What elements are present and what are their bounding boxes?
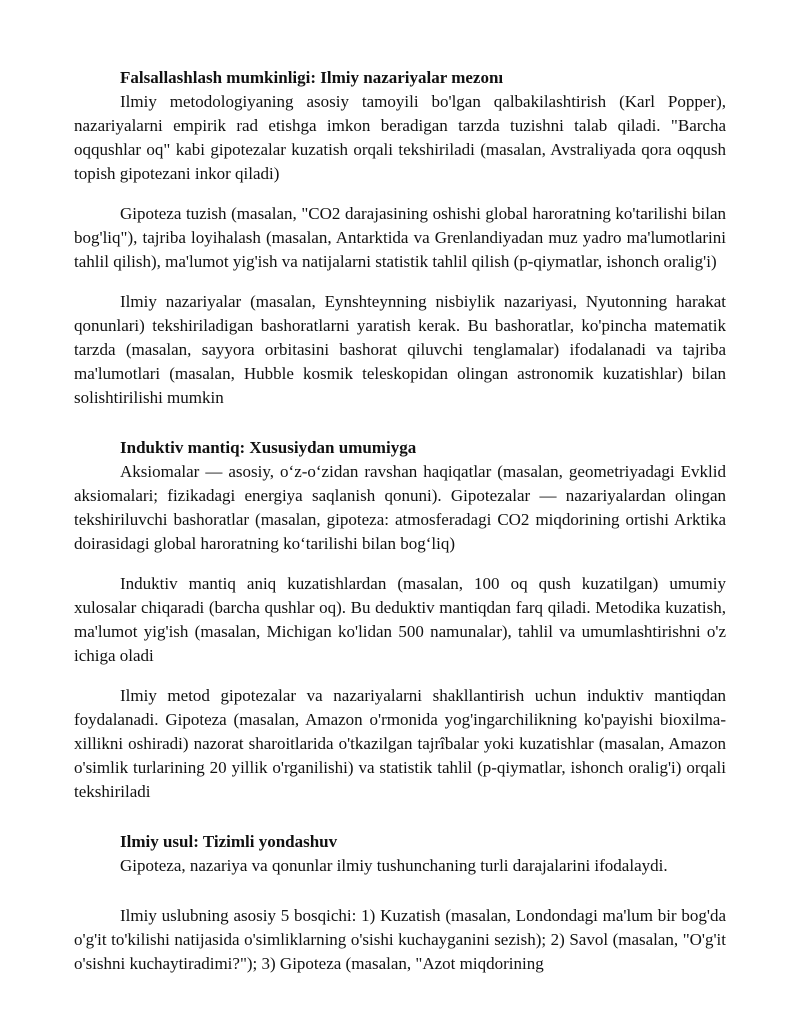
paragraph: Ilmiy metodologiyaning asosiy tamoyili bo'lgan qalbakilashtirish (Karl Popper), nazariyalarni empirik rad etishga imkon beradigan tarzda tuzishni talab qiladi. "Barcha oqqushlar oq" kabi gipotezalar kuzatish orqali tekshiriladi (masalan, Avstraliyada qora oqqush topish gipotezani inkor qiladi) — [74, 92, 726, 183]
section-heading: Ilmiy usul: Tizimli yondashuv — [120, 832, 338, 851]
section-heading: Falsallashlash mumkinligi: Ilmiy nazariyalar mezonı — [120, 68, 504, 87]
paragraph: Ilmiy uslubning asosiy 5 bosqichi: 1) Kuzatish (masalan, Londondagi ma'lum bir bog'da o'g'it to'kilishi natijasida o'simliklarning o'sishi kuchayganini sezish); 2) Savol (masalan, "O'g'it o'sishni kuchaytiradimi?"); 3) Gipoteza (masalan, "Azot miqdorining — [74, 906, 726, 973]
section-scientific-method — [74, 830, 726, 976]
paragraph: Gipoteza, nazariya va qonunlar ilmiy tushunchaning turli darajalarini ifodalaydi. — [120, 856, 668, 875]
section-falsifiability — [74, 66, 726, 410]
paragraph: Ilmiy metod gipotezalar va nazariyalarni shakllantirish uchun induktiv mantiqdan foydalanadi. Gipoteza (masalan, Amazon o'rmonida yog'ingarchilikning ko'payishi bioxilma-xillikni oshiradi) nazorat sharoitlarida o'tkazilgan tajrîbalar yoki kuzatishlar (masalan, Amazon o'simlik turlarining 20 yillik o'rganilishi) va statistik tahlil (p-qiymatlar, ishonch oralig'i) orqali tekshiriladi — [74, 686, 726, 801]
paragraph: Ilmiy nazariyalar (masalan, Eynshteynning nisbiylik nazariyasi, Nyutonning harakat qonunlari) tekshiriladigan bashoratlarni yaratish kerak. Bu bashoratlar, ko'pincha matematik tarzda (masalan, sayyora orbitasini bashorat qiluvchi tenglamalar) ifodalanadi va tajriba ma'lumotlari (masalan, Hubble kosmik teleskopidan olingan astronomik kuzatishlar) bilan solishtirilishi mumkin — [74, 292, 726, 407]
document-page — [74, 66, 726, 976]
section-inductive-logic — [74, 436, 726, 804]
paragraph: Gipoteza tuzish (masalan, "CO2 darajasining oshishi global haroratning ko'tarilishi bilan bog'liq"), tajriba loyihalash (masalan, Antarktida va Grenlandiyadan muz yadro ma'lumotlarini tahlil qilish), ma'lumot yig'ish va natijalarni statistik tahlil qilish (p-qiymatlar, ishonch oralig'i) — [74, 204, 726, 271]
section-heading: Induktiv mantiq: Xususiydan umumiyga — [120, 438, 417, 457]
paragraph: Induktiv mantiq aniq kuzatishlardan (masalan, 100 oq qush kuzatilgan) umumiy xulosalar chiqaradi (barcha qushlar oq). Bu deduktiv mantiqdan farq qiladi. Metodika kuzatish, ma'lumot yig'ish (masalan, Michigan ko'lidan 500 namunalar), tahlil va umumlashtirishni o'z ichiga oladi — [74, 574, 726, 665]
paragraph: Aksiomalar — asosiy, o‘z-o‘zidan ravshan haqiqatlar (masalan, geometriyadagi Evklid aksiomalari; fizikadagi energiya saqlanish qonuni). Gipotezalar — nazariyalardan olingan tekshiriluvchi bashoratlar (masalan, gipoteza: atmosferadagi CO2 miqdorining ortishi Arktika doirasidagi global haroratning ko‘tarilishi bilan bog‘liq) — [74, 462, 726, 553]
